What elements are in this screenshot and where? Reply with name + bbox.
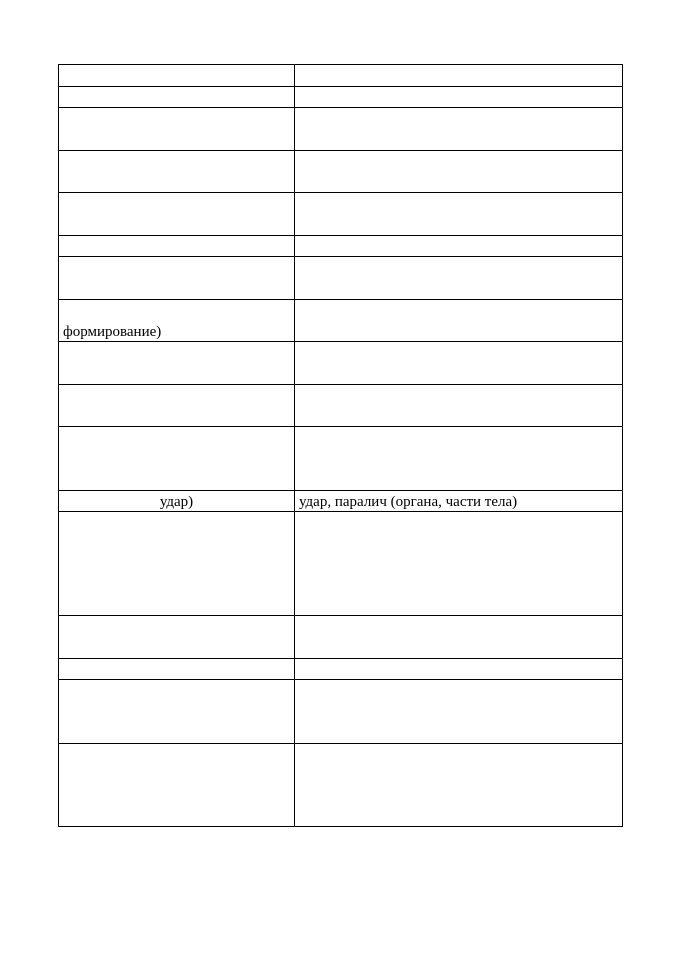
right-cell — [295, 65, 623, 87]
right-cell — [295, 108, 623, 151]
right-cell — [295, 342, 623, 385]
table-row — [59, 300, 623, 342]
left-cell — [59, 65, 295, 87]
table-row — [59, 616, 623, 659]
left-cell — [59, 680, 295, 744]
table-body — [59, 65, 623, 827]
table-row — [59, 744, 623, 827]
table-row — [59, 87, 623, 108]
left-cell — [59, 427, 295, 491]
right-cell — [295, 659, 623, 680]
right-cell — [295, 385, 623, 427]
table-row — [59, 491, 623, 512]
left-cell — [59, 512, 295, 616]
right-cell — [295, 744, 623, 827]
table-row — [59, 427, 623, 491]
table-row — [59, 659, 623, 680]
table-row — [59, 236, 623, 257]
left-cell: удар) — [59, 491, 295, 512]
table-row — [59, 385, 623, 427]
right-cell — [295, 680, 623, 744]
table-row — [59, 108, 623, 151]
table-row — [59, 680, 623, 744]
left-cell — [59, 744, 295, 827]
table-row — [59, 257, 623, 300]
right-cell — [295, 257, 623, 300]
table-row — [59, 342, 623, 385]
table-row — [59, 512, 623, 616]
left-cell — [59, 151, 295, 193]
left-cell — [59, 659, 295, 680]
table-row — [59, 151, 623, 193]
right-cell — [295, 193, 623, 236]
left-cell — [59, 342, 295, 385]
right-cell — [295, 87, 623, 108]
left-cell: формирование) — [59, 300, 295, 342]
right-cell — [295, 616, 623, 659]
table-row — [59, 193, 623, 236]
left-cell — [59, 236, 295, 257]
right-cell — [295, 151, 623, 193]
right-cell — [295, 427, 623, 491]
left-cell — [59, 193, 295, 236]
left-cell — [59, 385, 295, 427]
right-cell — [295, 300, 623, 342]
left-cell — [59, 616, 295, 659]
document-table — [58, 64, 623, 827]
table-row — [59, 65, 623, 87]
left-cell — [59, 257, 295, 300]
left-cell — [59, 87, 295, 108]
right-cell — [295, 512, 623, 616]
left-cell — [59, 108, 295, 151]
right-cell — [295, 236, 623, 257]
right-cell: удар, паралич (органа, части тела) — [295, 491, 623, 512]
